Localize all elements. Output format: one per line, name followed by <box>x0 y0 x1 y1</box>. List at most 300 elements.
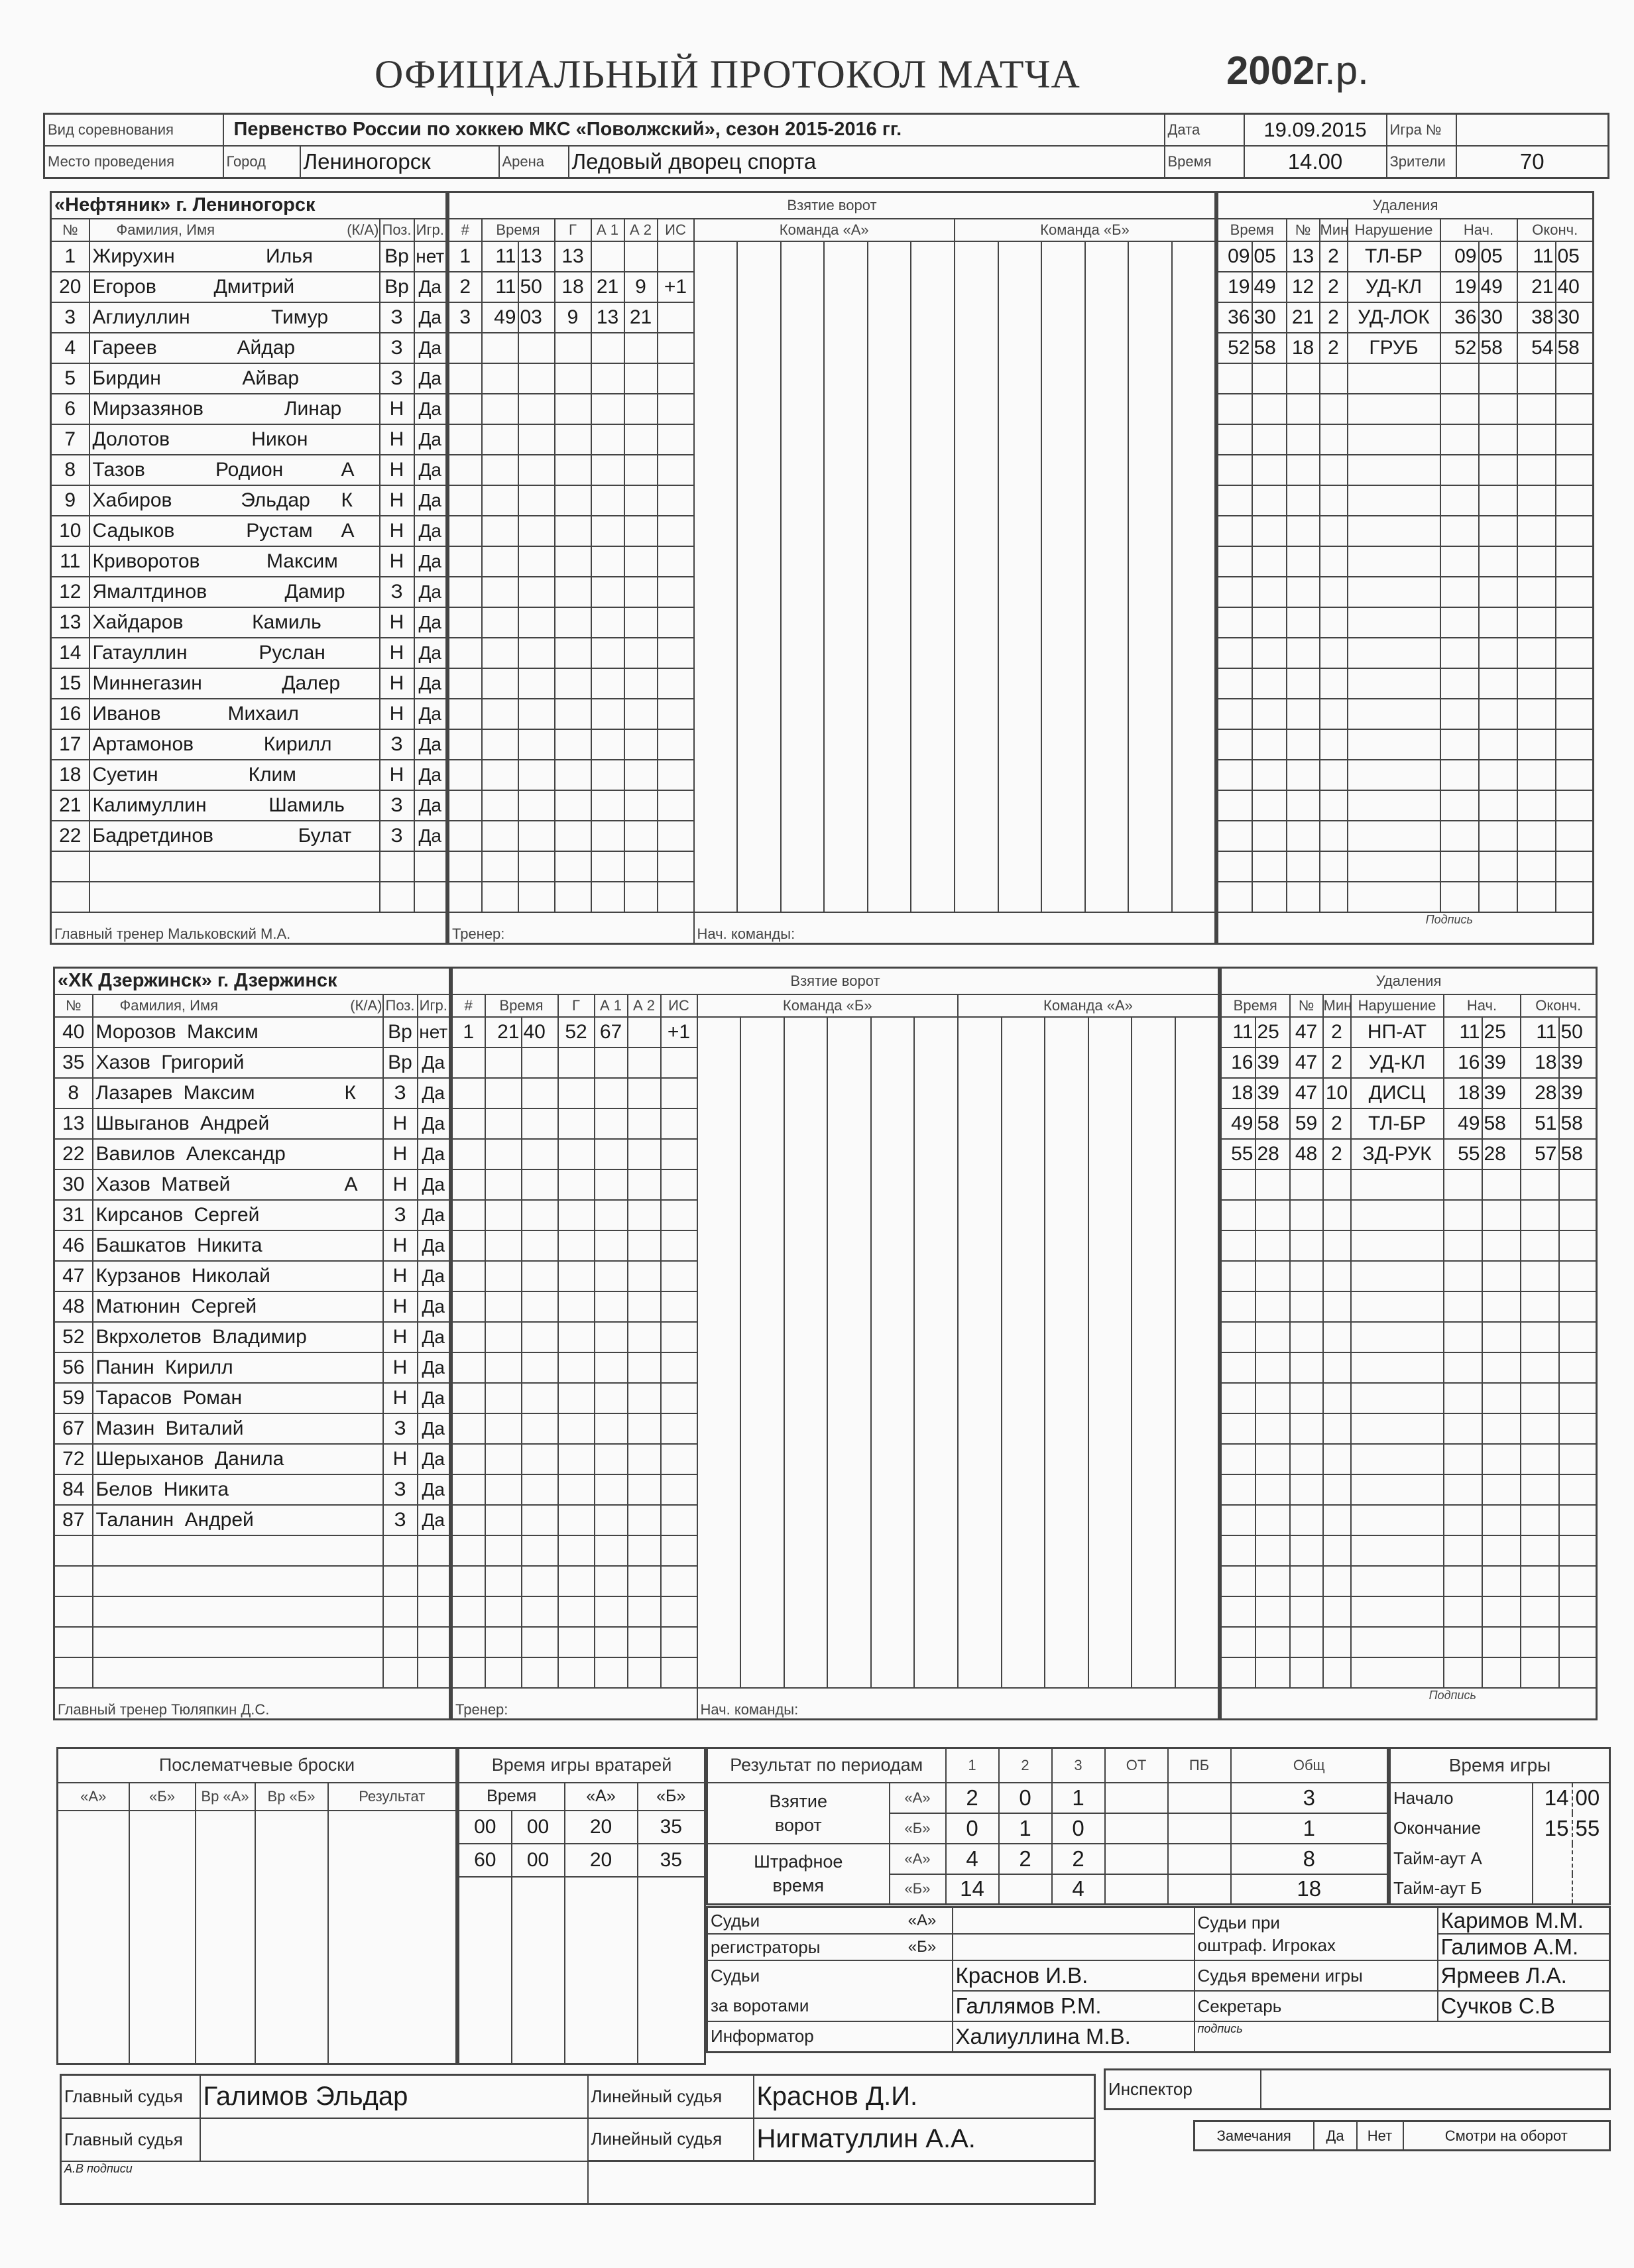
pen-minutes: 2 <box>1323 1108 1351 1139</box>
player-last: Швыганов <box>95 1112 190 1134</box>
player-position: Н <box>380 760 414 790</box>
goal-assist-1 <box>591 241 624 272</box>
goal-row <box>452 1505 1219 1535</box>
match-info-table <box>43 113 1609 179</box>
pen-start-min: 11 <box>1444 1017 1482 1047</box>
goal-row <box>449 272 1216 302</box>
penalty-row <box>1221 1444 1597 1474</box>
player-position: Н <box>383 1169 418 1200</box>
player-role <box>341 790 380 821</box>
player-first: Дмитрий <box>213 275 295 298</box>
pen-cell <box>1168 1844 1231 1874</box>
player-row <box>51 851 447 882</box>
player-row <box>54 1413 450 1444</box>
penalty-row <box>1218 241 1594 272</box>
player-first: Роман <box>182 1386 243 1409</box>
player-last: Тарасов <box>95 1386 172 1409</box>
time-label: Время <box>1165 146 1244 178</box>
penalty-row <box>1221 1017 1597 1047</box>
goal-scorer: 9 <box>555 302 591 333</box>
pen-second: 49 <box>1252 272 1287 302</box>
goal-row <box>452 1017 1219 1047</box>
pen-minute: 52 <box>1218 333 1252 363</box>
player-last: Шерыханов <box>95 1447 204 1470</box>
penalty-row <box>1218 424 1594 455</box>
penalties-sign: Подпись <box>1221 1688 1597 1720</box>
goals-table <box>447 191 1216 945</box>
player-first: Айдар <box>237 336 296 359</box>
player-position: Н <box>383 1444 418 1474</box>
pen-end-sec: 40 <box>1556 272 1594 302</box>
penalty-row <box>1221 1505 1597 1535</box>
team-a-column: Команда «А» <box>694 219 955 241</box>
goal-judges-label-2: за воротами <box>707 1991 953 2021</box>
pen-player: 48 <box>1290 1139 1323 1169</box>
col-no: № <box>51 219 89 241</box>
player-number: 56 <box>54 1352 93 1383</box>
player-position: З <box>383 1505 418 1535</box>
player-number: 59 <box>54 1383 93 1413</box>
pen-start-min: 16 <box>1444 1047 1482 1078</box>
goalie-a-label: «А» <box>565 1783 638 1811</box>
col-name: Фамилия, Имя <box>89 219 341 241</box>
pen-cell <box>999 1874 1052 1905</box>
player-first: Руслан <box>259 641 325 664</box>
player-played: Да <box>418 1444 450 1474</box>
goal-row <box>449 485 1216 516</box>
player-position: Н <box>383 1261 418 1291</box>
player-number: 47 <box>54 1261 93 1291</box>
city-label: Город <box>224 147 300 177</box>
player-number: 5 <box>51 363 89 394</box>
penalty-row <box>1218 394 1594 424</box>
goal-row <box>449 851 1216 882</box>
referee-signature: А.В подписи <box>61 2161 588 2204</box>
player-last: Криворотов <box>92 550 200 572</box>
team-b-column: Команда «Б» <box>955 219 1216 241</box>
goal-second: 13 <box>518 241 555 272</box>
notes-no[interactable]: Нет <box>1357 2121 1403 2151</box>
goal-scorer: 52 <box>558 1017 595 1047</box>
player-role <box>341 333 380 363</box>
box-judge-2: Галимов А.М. <box>1438 1934 1610 1960</box>
pen-end-sec: 39 <box>1559 1047 1597 1078</box>
player-last: Гареев <box>92 336 157 359</box>
pen-violation: УД-ЛОК <box>1348 302 1440 333</box>
player-first: Матвей <box>161 1173 231 1195</box>
score-cell: 2 <box>946 1783 999 1813</box>
line-referee-label: Линейный судья <box>588 2075 754 2118</box>
pen-cell <box>1168 1874 1231 1905</box>
player-position: Вр <box>380 241 414 272</box>
penalty-row <box>1218 546 1594 577</box>
penalties-title: Удаления <box>1218 192 1594 219</box>
player-played: Да <box>418 1474 450 1505</box>
player-last: Артамонов <box>92 733 194 755</box>
pen-col-end: Оконч. <box>1517 219 1594 241</box>
player-played: Да <box>418 1505 450 1535</box>
player-first: Илья <box>266 245 313 267</box>
pen-col-min: Мин <box>1323 994 1351 1017</box>
score-cell: 1 <box>999 1813 1052 1844</box>
player-row <box>54 1139 450 1169</box>
pen-player: 21 <box>1287 302 1320 333</box>
game-time-title: Время игры <box>1390 1748 1610 1783</box>
game-label: Игра № <box>1387 114 1456 146</box>
clock-judge: Ярмеев Л.А. <box>1438 1960 1610 1991</box>
player-played: Да <box>414 272 447 302</box>
penalty-row <box>1221 1566 1597 1596</box>
pen-cell: 14 <box>946 1874 999 1905</box>
pen-violation: ЗД-РУК <box>1351 1139 1444 1169</box>
player-position: З <box>383 1474 418 1505</box>
player-played: Да <box>414 546 447 577</box>
penalty-row <box>1221 1627 1597 1657</box>
player-role <box>341 638 380 668</box>
player-first: Максим <box>183 1081 255 1104</box>
penalty-row <box>1221 1200 1597 1230</box>
score-cell: 0 <box>946 1813 999 1844</box>
pen-end-sec: 05 <box>1556 241 1594 272</box>
inspector-value <box>1261 2070 1610 2110</box>
goal-col-scorer: Г <box>558 994 595 1017</box>
player-role <box>341 607 380 638</box>
start-hours: 14 <box>1533 1783 1572 1813</box>
period-3-label: 3 <box>1052 1748 1105 1783</box>
goal-row <box>449 699 1216 729</box>
penalty-row <box>1221 1322 1597 1352</box>
pen-end-sec: 50 <box>1559 1017 1597 1047</box>
player-last: Таланин <box>95 1508 174 1531</box>
player-played: Да <box>418 1139 450 1169</box>
total-label: Общ <box>1231 1748 1388 1783</box>
pen-start-sec: 28 <box>1482 1139 1521 1169</box>
period-1-label: 1 <box>946 1748 999 1783</box>
penalty-row <box>1221 1535 1597 1566</box>
pen-violation: ГРУБ <box>1348 333 1440 363</box>
player-first: Андрей <box>200 1112 270 1134</box>
pen-end-sec: 58 <box>1559 1108 1597 1139</box>
player-role <box>345 1322 383 1352</box>
player-role <box>345 1444 383 1474</box>
player-first: Линар <box>284 397 342 420</box>
pen-cell: 4 <box>1052 1874 1105 1905</box>
player-last: Иванов <box>92 702 161 725</box>
player-number: 15 <box>51 668 89 699</box>
goal-row <box>449 638 1216 668</box>
player-role <box>341 241 380 272</box>
notes-yes[interactable]: Да <box>1314 2121 1357 2151</box>
pen-second: 39 <box>1255 1078 1290 1108</box>
pen-second: 30 <box>1252 302 1287 333</box>
clock-judge-label: Судья времени игры <box>1195 1960 1438 1991</box>
goalie-row: 00 00 20 35 <box>459 1811 705 1844</box>
player-role: К <box>345 1078 383 1108</box>
player-row <box>54 1261 450 1291</box>
player-row <box>51 516 447 546</box>
pen-end-min: 28 <box>1521 1078 1559 1108</box>
player-number: 84 <box>54 1474 93 1505</box>
team-b-column: Команда «А» <box>958 994 1219 1017</box>
player-last: Жирухин <box>92 245 175 267</box>
goal-judges-label: Судьи <box>707 1960 953 1991</box>
player-played: Да <box>418 1261 450 1291</box>
penalty-row <box>1218 851 1594 882</box>
spectators-value: 70 <box>1456 146 1609 178</box>
goal-row <box>452 1139 1219 1169</box>
goal-second: 50 <box>518 272 555 302</box>
pen-minutes: 2 <box>1320 302 1348 333</box>
player-last: Кирсанов <box>95 1203 184 1226</box>
player-role <box>341 729 380 760</box>
pen-second: 28 <box>1255 1139 1290 1169</box>
penalties-table <box>1220 967 1598 1720</box>
pen-cell: 2 <box>1052 1844 1105 1874</box>
player-role <box>345 1108 383 1139</box>
goal-row <box>449 302 1216 333</box>
player-first: Данила <box>214 1447 284 1470</box>
goal-row <box>452 1322 1219 1352</box>
player-played: Да <box>414 638 447 668</box>
player-played: Да <box>418 1322 450 1352</box>
player-played: Да <box>418 1078 450 1108</box>
birth-year <box>1226 48 1369 93</box>
goal-assist-1: 67 <box>595 1017 628 1047</box>
period-results-table <box>706 1747 1389 1905</box>
pen-start-sec: 25 <box>1482 1017 1521 1047</box>
penalty-row <box>1218 577 1594 607</box>
line-referee-1: Краснов Д.И. <box>754 2075 1095 2118</box>
col-no: № <box>54 994 93 1017</box>
player-position: Н <box>380 546 414 577</box>
player-position: Н <box>383 1108 418 1139</box>
col-pos: Поз. <box>383 994 418 1017</box>
player-role <box>345 1291 383 1322</box>
player-row <box>54 1566 450 1596</box>
player-first: Никита <box>197 1234 263 1256</box>
pen-end-sec: 58 <box>1556 333 1594 363</box>
player-row <box>51 485 447 516</box>
player-row <box>54 1383 450 1413</box>
player-first: Александр <box>186 1142 286 1165</box>
pen-end-sec: 58 <box>1559 1139 1597 1169</box>
team-b-label: «Б» <box>890 1813 946 1844</box>
player-number: 30 <box>54 1169 93 1200</box>
player-last: Тазов <box>92 458 145 481</box>
pen-player: 59 <box>1290 1108 1323 1139</box>
registrars-label-2: регистраторы <box>707 1934 893 1960</box>
player-number: 11 <box>51 546 89 577</box>
goal-col-a1: А 1 <box>595 994 628 1017</box>
player-row <box>51 333 447 363</box>
pen-player: 12 <box>1287 272 1320 302</box>
pen-start-sec: 58 <box>1479 333 1517 363</box>
player-number: 14 <box>51 638 89 668</box>
player-number: 6 <box>51 394 89 424</box>
goal-row <box>452 1230 1219 1261</box>
player-number: 1 <box>51 241 89 272</box>
player-played: Да <box>414 394 447 424</box>
time-value: 14.00 <box>1244 146 1387 178</box>
pen-minutes: 2 <box>1320 333 1348 363</box>
player-position: Н <box>380 516 414 546</box>
player-row <box>54 1200 450 1230</box>
player-row <box>54 1169 450 1200</box>
player-position: З <box>380 729 414 760</box>
goal-col-a2: А 2 <box>628 994 661 1017</box>
player-played: Да <box>418 1169 450 1200</box>
player-position: З <box>380 302 414 333</box>
pen-player: 18 <box>1287 333 1320 363</box>
player-number: 22 <box>51 821 89 851</box>
player-last: Вавилов <box>95 1142 176 1165</box>
player-last: Долотов <box>92 428 170 450</box>
pen-col-min: Мин <box>1320 219 1348 241</box>
player-first: Максим <box>186 1020 259 1043</box>
player-position: З <box>380 363 414 394</box>
player-last: Бирдин <box>92 367 161 389</box>
inspector-table <box>1104 2068 1611 2110</box>
player-last: Суетин <box>92 763 158 786</box>
player-position: Н <box>383 1322 418 1352</box>
goal-judge-2: Галлямов Р.М. <box>953 1991 1195 2021</box>
player-last: Панин <box>95 1356 154 1378</box>
player-number: 72 <box>54 1444 93 1474</box>
player-row <box>54 1627 450 1657</box>
player-number: 67 <box>54 1413 93 1444</box>
registrar-a-label: «А» <box>893 1907 953 1935</box>
end-label: Окончание <box>1390 1813 1533 1844</box>
line-referee-label-2: Линейный судья <box>588 2118 754 2161</box>
player-position: З <box>380 333 414 363</box>
player-first: Дамир <box>284 580 345 603</box>
player-played: Да <box>414 302 447 333</box>
end-hours: 15 <box>1533 1813 1572 1844</box>
col-ka: (К/А) <box>341 219 380 241</box>
player-role <box>341 668 380 699</box>
pen-start-min: 19 <box>1440 272 1479 302</box>
goalie-time-label: Время <box>459 1783 565 1811</box>
head-coach: Главный тренер Мальковский М.А. <box>51 912 447 944</box>
penalty-row <box>1221 1139 1597 1169</box>
goal-row <box>449 424 1216 455</box>
penalty-row <box>1221 1047 1597 1078</box>
goal-minute: 49 <box>482 302 518 333</box>
player-position: Н <box>380 455 414 485</box>
birth-year-suffix: г.р. <box>1314 48 1369 93</box>
goal-row <box>452 1078 1219 1108</box>
goal-row <box>452 1261 1219 1291</box>
date-label: Дата <box>1165 114 1244 146</box>
pen-end-min: 54 <box>1517 333 1556 363</box>
goal-row <box>449 668 1216 699</box>
game-time-table <box>1389 1747 1611 1905</box>
player-role <box>345 1017 383 1047</box>
player-played: Да <box>414 363 447 394</box>
main-referee-2 <box>200 2118 588 2161</box>
goals-label: Взятие <box>769 1791 827 1811</box>
player-role <box>341 394 380 424</box>
goal-row <box>449 394 1216 424</box>
player-row <box>54 1322 450 1352</box>
pen-minute: 09 <box>1218 241 1252 272</box>
player-first: Кирилл <box>164 1356 233 1378</box>
col-ka: (К/А) <box>345 994 383 1017</box>
score-cell: 0 <box>1052 1813 1105 1844</box>
goal-assist-2: 21 <box>624 302 658 333</box>
player-role <box>345 1505 383 1535</box>
player-row <box>51 638 447 668</box>
player-position: Н <box>383 1230 418 1261</box>
player-number: 3 <box>51 302 89 333</box>
team-a-section <box>50 191 1594 960</box>
player-number: 16 <box>51 699 89 729</box>
player-role <box>341 760 380 790</box>
main-referee-label-2: Главный судья <box>61 2118 200 2161</box>
penalty-row <box>1221 1413 1597 1444</box>
team-a-label: «А» <box>890 1844 946 1874</box>
goal-situation: +1 <box>661 1017 697 1047</box>
player-role: А <box>341 516 380 546</box>
player-row <box>54 1596 450 1627</box>
player-number: 40 <box>54 1017 93 1047</box>
player-position: Н <box>383 1139 418 1169</box>
player-row <box>51 394 447 424</box>
player-first: Эльдар <box>241 489 310 511</box>
goal-row <box>449 607 1216 638</box>
penalty-row <box>1221 1169 1597 1200</box>
team-b-label: «Б» <box>890 1874 946 1905</box>
coach-label: Тренер: <box>449 912 694 944</box>
referees-table <box>60 2074 1096 2205</box>
player-first: Никон <box>251 428 308 450</box>
end-minutes: 55 <box>1575 1815 1600 1840</box>
city-value: Лениногорск <box>300 147 499 177</box>
player-row <box>51 241 447 272</box>
date-value: 19.09.2015 <box>1244 114 1387 146</box>
player-played: нет <box>418 1017 450 1047</box>
col-played: Игр. <box>418 994 450 1017</box>
goal-row <box>452 1413 1219 1444</box>
player-played: Да <box>414 424 447 455</box>
goal-row <box>449 790 1216 821</box>
player-number: 87 <box>54 1505 93 1535</box>
pen-col-time: Время <box>1218 219 1287 241</box>
player-position: Н <box>380 607 414 638</box>
pen-player: 13 <box>1287 241 1320 272</box>
informer-label: Информатор <box>707 2021 953 2052</box>
player-role: К <box>341 485 380 516</box>
pen-col-violation: Нарушение <box>1351 994 1444 1017</box>
goal-scorer: 18 <box>555 272 591 302</box>
penalty-row <box>1218 272 1594 302</box>
place-label: Место проведения <box>44 146 223 178</box>
box-judge-1: Каримов М.М. <box>1438 1907 1610 1935</box>
goal-assist-2 <box>624 241 658 272</box>
player-first: Максим <box>266 550 338 572</box>
goal-number: 1 <box>449 241 482 272</box>
pen-second: 39 <box>1255 1047 1290 1078</box>
player-played: Да <box>418 1413 450 1444</box>
goal-assist-2: 9 <box>624 272 658 302</box>
penalty-row <box>1218 790 1594 821</box>
player-position: Н <box>380 638 414 668</box>
player-played: Да <box>418 1352 450 1383</box>
pen-start-sec: 39 <box>1482 1047 1521 1078</box>
player-number: 9 <box>51 485 89 516</box>
player-position: З <box>380 577 414 607</box>
goal-row <box>452 1566 1219 1596</box>
